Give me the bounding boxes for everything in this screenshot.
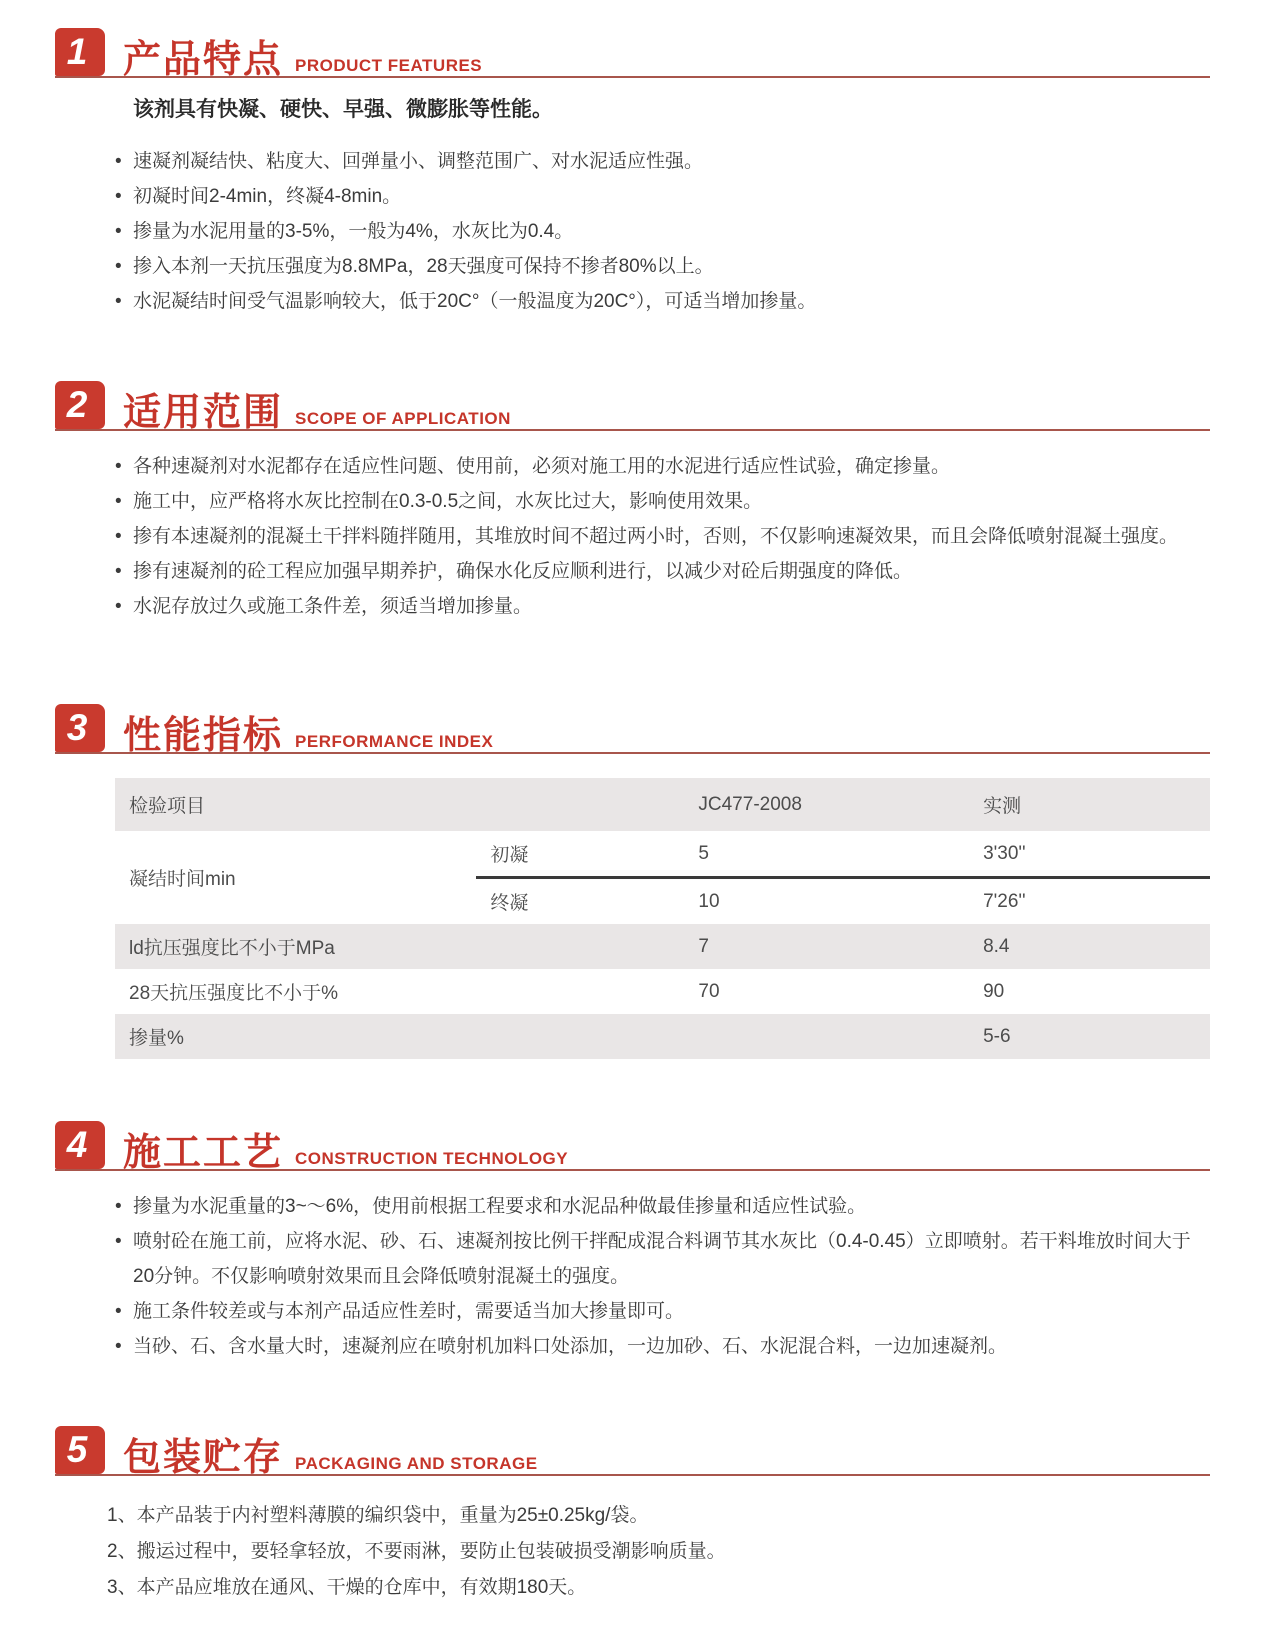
section-subtitle-en: PACKAGING AND STORAGE [295, 1454, 538, 1473]
section-subtitle-en: PRODUCT FEATURES [295, 56, 483, 75]
section-number-badge: 1 [55, 28, 105, 76]
section-title: 适用范围 [123, 392, 284, 434]
list-item: • 掺量为水泥用量的3-5%，一般为4%，水灰比为0.4。 [107, 214, 1210, 249]
section-title: 施工工艺 [123, 1132, 284, 1174]
construction-list [107, 1189, 1210, 1364]
section-product-features [55, 26, 1210, 319]
cell-sub-initial: 初凝 [476, 831, 684, 878]
list-item: • 施工中，应严格将水灰比控制在0.3-0.5之间，水灰比过大，影响使用效果。 [107, 484, 1210, 519]
list-item: • 掺量为水泥重量的3~～6%，使用前根据工程要求和水泥品种做最佳掺量和适应性试验。 [107, 1189, 1210, 1224]
row-label-setting-time: 凝结时间min [129, 869, 236, 890]
col-header-item: 检验项目 [115, 778, 684, 831]
list-item: • 掺有本速凝剂的混凝土干拌料随拌随用，其堆放时间不超过两小时，否则，不仅影响速凝效果，而且会降低喷射混凝土强度。 [107, 519, 1210, 554]
list-item: • 施工条件较差或与本剂产品适应性差时，需要适当加大掺量即可。 [107, 1294, 1210, 1329]
list-item: • 各种速凝剂对水泥都存在适应性问题、使用前，必须对施工用的水泥进行适应性试验，确定掺量。 [107, 449, 1210, 484]
packaging-list [107, 1498, 1210, 1606]
list-item: 3、本产品应堆放在通风、干燥的仓库中，有效期180天。 [107, 1577, 587, 1598]
col-header-measured: 实测 [969, 778, 1210, 831]
cell-measured: 3'30'' [969, 831, 1210, 878]
section-packaging-storage [55, 1424, 1210, 1606]
section-title: 包装贮存 [123, 1437, 284, 1479]
row-label: 28天抗压强度比不小于% [129, 983, 339, 1004]
performance-table-wrapper [115, 778, 1210, 1059]
section-header [55, 1424, 1210, 1479]
table-row-28d-strength [115, 969, 1210, 1014]
cell-standard: 5 [684, 831, 969, 878]
cell-standard: 7 [684, 924, 969, 969]
section-header [55, 1119, 1210, 1174]
features-list [107, 144, 1210, 319]
section-title: 产品特点 [123, 39, 284, 81]
section-header [55, 702, 1210, 757]
list-item: 2、搬运过程中，要轻拿轻放，不要雨淋，要防止包装破损受潮影响质量。 [107, 1541, 726, 1562]
list-item: • 速凝剂凝结快、粘度大、回弹量小、调整范围广、对水泥适应性强。 [107, 144, 1210, 179]
table-row-dosage [115, 1014, 1210, 1059]
section-performance-index [55, 702, 1210, 1059]
list-item: • 初凝时间2-4min，终凝4-8min。 [107, 179, 1210, 214]
section-title: 性能指标 [123, 715, 284, 757]
section-header [55, 26, 1210, 81]
list-item: • 掺有速凝剂的砼工程应加强早期养护，确保水化反应顺利进行，以减少对砼后期强度的降低。 [107, 554, 1210, 589]
section-header [55, 379, 1210, 434]
section-construction-technology [55, 1119, 1210, 1364]
list-item: • 水泥凝结时间受气温影响较大，低于20C°（一般温度为20C°），可适当增加掺量。 [107, 284, 1210, 319]
section-number-badge: 4 [55, 1121, 105, 1169]
cell-measured: 7'26'' [983, 890, 1026, 912]
list-item: • 掺入本剂一天抗压强度为8.8MPa，28天强度可保持不掺者80%以上。 [107, 249, 1210, 284]
section-number-badge: 2 [55, 381, 105, 429]
section-subtitle-en: PERFORMANCE INDEX [295, 732, 494, 751]
cell-measured: 8.4 [969, 924, 1210, 969]
list-item: • 当砂、石、含水量大时，速凝剂应在喷射机加料口处添加，一边加砂、石、水泥混合料，一边加速凝剂。 [107, 1329, 1210, 1364]
table-row-1d-strength [115, 924, 1210, 969]
list-item: 1、本产品装于内衬塑料薄膜的编织袋中，重量为25±0.25kg/袋。 [107, 1505, 649, 1526]
list-item: • 喷射砼在施工前，应将水泥、砂、石、速凝剂按比例干拌配成混合料调节其水灰比（0.4-0.45）立即喷射。若干料堆放时间大于20分钟。不仅影响喷射效果而且会降低喷射混凝土的强度。 [107, 1224, 1210, 1294]
section-subtitle-en: CONSTRUCTION TECHNOLOGY [295, 1149, 569, 1168]
cell-standard [684, 1014, 969, 1059]
list-item: • 水泥存放过久或施工条件差，须适当增加掺量。 [107, 589, 1210, 624]
cell-measured: 5-6 [969, 1014, 1210, 1059]
table-header-row [115, 778, 1210, 831]
table-row-setting-initial [115, 831, 1210, 878]
section-subtitle-en: SCOPE OF APPLICATION [295, 409, 511, 428]
cell-standard: 10 [698, 890, 720, 912]
row-label: 掺量% [115, 1014, 684, 1059]
performance-table [115, 778, 1210, 1059]
col-header-standard: JC477-2008 [684, 778, 969, 831]
section-scope-of-application [55, 379, 1210, 624]
cell-standard: 70 [698, 980, 720, 1002]
cell-measured: 90 [983, 980, 1005, 1002]
section-number-badge: 3 [55, 704, 105, 752]
section-number-badge: 5 [55, 1426, 105, 1474]
features-intro: 该剂具有快凝、硬快、早强、微膨胀等性能。 [133, 98, 553, 121]
row-label: ld抗压强度比不小于MPa [115, 924, 684, 969]
cell-sub-final: 终凝 [490, 893, 529, 914]
scope-list [107, 449, 1210, 624]
